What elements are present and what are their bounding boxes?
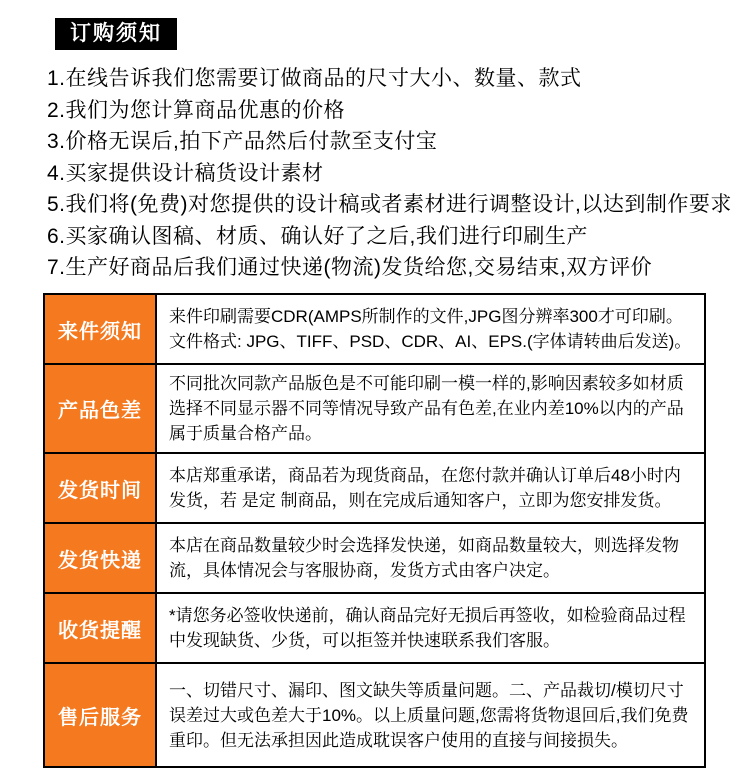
row-content: 本店郑重承诺，商品若为现货商品，在您付款并确认订单后48小时内发货，若 是定 制商品，则在完成后通知客户，立即为您安排发货。	[156, 453, 705, 523]
row-label: 收货提醒	[44, 593, 156, 663]
step-item-6: 6.买家确认图稿、材质、确认好了之后,我们进行印刷生产	[47, 224, 588, 248]
row-content: 本店在商品数量较少时会选择发快递，如商品数量较大，则选择发物流，具体情况会与客服协商，发货方式由客户决定。	[156, 523, 705, 593]
table-row	[44, 294, 705, 364]
row-label: 售后服务	[44, 663, 156, 767]
table-row	[44, 523, 705, 593]
steps-list	[47, 63, 732, 284]
step-item-2: 2.我们为您计算商品优惠的价格	[47, 98, 346, 122]
table-row	[44, 364, 705, 453]
step-item-5: 5.我们将(免费)对您提供的设计稿或者素材进行调整设计,以达到制作要求	[47, 193, 732, 216]
step-item-7: 7.生产好商品后我们通过快递(物流)发货给您,交易结束,双方评价	[47, 256, 653, 279]
page-title: 订购须知	[55, 18, 177, 50]
step-item-3: 3.价格无误后,拍下产品然后付款至支付宝	[47, 130, 438, 153]
row-content: 一、切错尺寸、漏印、图文缺失等质量问题。二、产品裁切/模切尺寸误差过大或色差大于10%。以上质量问题,您需将货物退回后,我们免费重印。但无法承担因此造成耽误客户使用的直接与间接损失。	[156, 663, 705, 767]
table-row	[44, 593, 705, 663]
table-row	[44, 453, 705, 523]
row-label: 来件须知	[44, 294, 156, 364]
table-row	[44, 663, 705, 767]
row-content: *请您务必签收快递前，确认商品完好无损后再签收，如检验商品过程中发现缺货、少货，可以拒签并快速联系我们客服。	[156, 593, 705, 663]
step-item-4: 4.买家提供设计稿货设计素材	[47, 161, 324, 185]
row-content: 不同批次同款产品版色是不可能印刷一模一样的,影响因素较多如材质选择不同显示器不同等情况导致产品有色差,在业内差10%以内的产品属于质量合格产品。	[156, 364, 705, 453]
row-content: 来件印刷需要CDR(AMPS所制作的文件,JPG图分辨率300才可印刷。文件格式: JPG、TIFF、PSD、CDR、AI、EPS.(字体请转曲后发送)。	[156, 294, 705, 364]
notice-table	[43, 293, 706, 768]
row-label: 发货时间	[44, 453, 156, 523]
step-item-1: 1.在线告诉我们您需要订做商品的尺寸大小、数量、款式	[47, 67, 582, 90]
row-label: 发货快递	[44, 523, 156, 593]
row-label: 产品色差	[44, 364, 156, 453]
